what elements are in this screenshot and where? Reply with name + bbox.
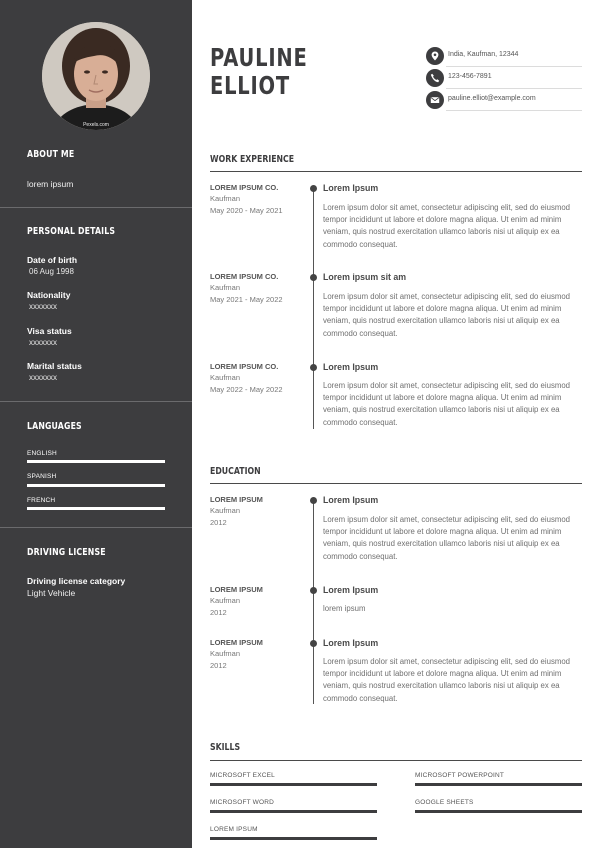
education-location: Kaufman — [210, 506, 241, 515]
education-school: LOREM IPSUM — [210, 585, 263, 594]
languages-heading: LANGUAGES — [27, 421, 82, 432]
last-name: ELLIOT — [210, 71, 290, 100]
work-company: LOREM IPSUM CO. — [210, 183, 279, 192]
education-description: lorem ipsum — [323, 604, 366, 613]
work-dates: May 2022 - May 2022 — [210, 385, 283, 394]
timeline-dot — [310, 640, 317, 647]
education-school: LOREM IPSUM — [210, 495, 263, 504]
dob-value: 06 Aug 1998 — [29, 267, 74, 276]
education-description: Lorem ipsum dolor sit amet, consectetur adipiscing elit, sed do eiusmod tempor incididunt ut labore et dolore magna aliqua. Ut enim ad minim veniam, quis nostrud exercitation ullamco laboris nisi ut aliquip ex ea commodo consequat. — [323, 515, 571, 561]
section-rule — [210, 171, 582, 172]
sidebar — [0, 0, 192, 848]
education-location: Kaufman — [210, 596, 241, 605]
skill-bar — [210, 783, 377, 786]
timeline-dot — [310, 364, 317, 371]
work-title: Lorem Ipsum — [323, 362, 379, 372]
skills-heading: SKILLS — [210, 742, 241, 753]
marital-value: xxxxxxx — [29, 373, 57, 382]
sidebar-divider — [0, 207, 192, 208]
timeline-dot — [310, 497, 317, 504]
education-title: Lorem Ipsum — [323, 585, 379, 595]
skill-label: MICROSOFT POWERPOINT — [415, 772, 505, 779]
education-title: Lorem Ipsum — [323, 638, 379, 648]
about-heading: ABOUT ME — [27, 149, 75, 160]
skill-label: MICROSOFT WORD — [210, 799, 275, 806]
driving-heading: DRIVING LICENSE — [27, 547, 106, 558]
work-description: Lorem ipsum dolor sit amet, consectetur adipiscing elit, sed do eiusmod tempor incididunt ut labore et dolore magna aliqua. Ut enim ad minim veniam, quis nostrud exercitation ullamco laboris nisi ut aliquip ex ea commodo consequat. — [323, 203, 571, 249]
driving-value: Light Vehicle — [27, 588, 76, 598]
dob-label: Date of birth — [27, 255, 78, 265]
work-company: LOREM IPSUM CO. — [210, 272, 279, 281]
phone-icon — [426, 69, 444, 87]
timeline-dot — [310, 185, 317, 192]
sidebar-divider — [0, 527, 192, 528]
education-year: 2012 — [210, 661, 227, 670]
work-dates: May 2021 - May 2022 — [210, 295, 283, 304]
work-description: Lorem ipsum dolor sit amet, consectetur adipiscing elit, sed do eiusmod tempor incididunt ut labore et dolore magna aliqua. Ut enim ad minim veniam, quis nostrud exercitation ullamco laboris nisi ut aliquip ex ea commodo consequat. — [323, 381, 571, 427]
phone-text: 123-456-7891 — [448, 73, 492, 80]
skill-bar — [415, 783, 582, 786]
timeline-dot — [310, 587, 317, 594]
nationality-value: xxxxxxx — [29, 302, 57, 311]
first-name: PAULINE — [210, 43, 308, 72]
timeline-dot — [310, 274, 317, 281]
contact-divider — [446, 66, 582, 67]
language-label: FRENCH — [27, 497, 56, 504]
envelope-icon — [426, 91, 444, 109]
work-location: Kaufman — [210, 283, 241, 292]
address-text: India, Kaufman, 12344 — [448, 51, 519, 58]
driving-label: Driving license category — [27, 576, 126, 586]
work-heading: WORK EXPERIENCE — [210, 154, 295, 165]
email-text: pauline.elliot@example.com — [448, 95, 536, 102]
education-school: LOREM IPSUM — [210, 638, 263, 647]
language-label: ENGLISH — [27, 450, 57, 457]
skill-bar — [415, 810, 582, 813]
section-rule — [210, 760, 582, 761]
work-description: Lorem ipsum dolor sit amet, consectetur adipiscing elit, sed do eiusmod tempor incididunt ut labore et dolore magna aliqua. Ut enim ad minim veniam, quis nostrud exercitation ullamco laboris nisi ut aliquip ex ea commodo consequat. — [323, 292, 571, 338]
education-heading: EDUCATION — [210, 466, 261, 477]
work-location: Kaufman — [210, 194, 241, 203]
work-company: LOREM IPSUM CO. — [210, 362, 279, 371]
language-label: SPANISH — [27, 473, 57, 480]
skill-label: GOOGLE SHEETS — [415, 799, 474, 806]
contact-divider — [446, 110, 582, 111]
skill-label: LOREM IPSUM — [210, 826, 258, 833]
work-location: Kaufman — [210, 373, 241, 382]
personal-heading: PERSONAL DETAILS — [27, 226, 116, 237]
location-pin-icon — [426, 47, 444, 65]
work-dates: May 2020 - May 2021 — [210, 206, 283, 215]
visa-value: xxxxxxx — [29, 338, 57, 347]
education-timeline — [313, 501, 314, 704]
education-title: Lorem Ipsum — [323, 495, 379, 505]
photo-caption: Pexels.com — [83, 122, 109, 128]
education-description: Lorem ipsum dolor sit amet, consectetur adipiscing elit, sed do eiusmod tempor incididunt ut labore et dolore magna aliqua. Ut enim ad minim veniam, quis nostrud exercitation ullamco laboris nisi ut aliquip ex ea commodo consequat. — [323, 657, 571, 703]
education-year: 2012 — [210, 518, 227, 527]
marital-label: Marital status — [27, 361, 82, 371]
nationality-label: Nationality — [27, 290, 71, 300]
language-bar — [27, 507, 165, 510]
work-title: Lorem Ipsum — [323, 183, 379, 193]
skill-bar — [210, 810, 377, 813]
education-year: 2012 — [210, 608, 227, 617]
section-rule — [210, 483, 582, 484]
work-timeline — [313, 189, 314, 429]
visa-label: Visa status — [27, 326, 72, 336]
contact-divider — [446, 88, 582, 89]
language-bar — [27, 460, 165, 463]
skill-bar — [210, 837, 377, 840]
sidebar-divider — [0, 401, 192, 402]
education-location: Kaufman — [210, 649, 241, 658]
work-title: Lorem ipsum sit am — [323, 272, 407, 282]
profile-photo — [42, 22, 150, 130]
skill-label: MICROSOFT EXCEL — [210, 772, 276, 779]
language-bar — [27, 484, 165, 487]
about-text: lorem ipsum — [27, 179, 74, 189]
